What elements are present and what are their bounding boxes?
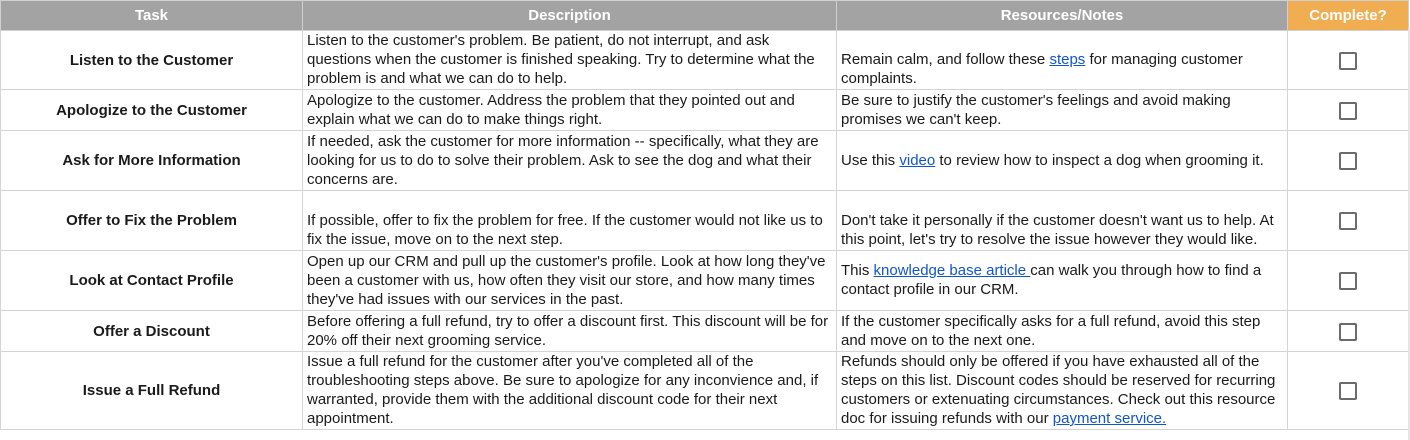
notes-cell[interactable]: [837, 31, 1288, 90]
description-cell[interactable]: [303, 251, 837, 311]
description-cell[interactable]: [303, 311, 837, 352]
task-cell[interactable]: Issue a Full Refund: [1, 352, 303, 430]
header-resources[interactable]: Resources/Notes: [837, 1, 1288, 31]
payment-service-link[interactable]: payment service.: [1052, 410, 1167, 427]
steps-link[interactable]: steps: [1049, 51, 1086, 68]
notes-cell[interactable]: [837, 131, 1288, 191]
task-cell[interactable]: Apologize to the Customer: [1, 90, 303, 131]
description-text: Before offering a full refund, try to offer a discount first. This discount will be for 20% off their next grooming service.: [307, 313, 829, 349]
header-task[interactable]: Task: [1, 1, 303, 31]
complete-cell[interactable]: [1288, 311, 1409, 352]
task-cell[interactable]: Offer to Fix the Problem: [1, 191, 303, 251]
complete-checkbox[interactable]: [1339, 323, 1357, 341]
complete-checkbox[interactable]: [1339, 52, 1357, 70]
complete-checkbox[interactable]: [1339, 382, 1357, 400]
table-row: [1, 131, 1409, 191]
complete-cell[interactable]: [1288, 191, 1409, 251]
description-cell[interactable]: [303, 352, 837, 430]
complete-cell[interactable]: [1288, 352, 1409, 430]
complete-cell[interactable]: [1288, 31, 1409, 90]
notes-text: Be sure to justify the customer's feelings and avoid making promises we can't keep.: [841, 92, 1231, 128]
description-cell[interactable]: [303, 191, 837, 251]
notes-text: If the customer specifically asks for a full refund, avoid this step and move on to the next one.: [841, 313, 1261, 349]
notes-cell[interactable]: [837, 311, 1288, 352]
description-cell[interactable]: [303, 31, 837, 90]
notes-text-after: to review how to inspect a dog when grooming it.: [935, 151, 1264, 169]
notes-text-after: can walk you through how to find a contact profile in our CRM.: [841, 262, 1262, 298]
description-text: Issue a full refund for the customer after you've completed all of the troubleshooting steps above. Be sure to apologize for any inconvience and, if warranted, provide them with the additional discount code for their next appointment.: [307, 353, 819, 427]
task-cell[interactable]: Listen to the Customer: [1, 31, 303, 90]
notes-cell[interactable]: [837, 352, 1288, 430]
notes-text: Don't take it personally if the customer doesn't want us to help. At this point, let's try to resolve the issue however they would like.: [841, 212, 1274, 248]
complete-checkbox[interactable]: [1339, 272, 1357, 290]
table-row: [1, 352, 1409, 430]
description-text: Open up our CRM and pull up the customer's profile. Look at how long they've been a customer with us, how often they visit our store, and how many times they've had issues with our services in the past.: [307, 253, 826, 308]
table-row: [1, 31, 1409, 90]
complete-cell[interactable]: [1288, 90, 1409, 131]
notes-cell[interactable]: [837, 90, 1288, 131]
notes-cell[interactable]: [837, 191, 1288, 251]
description-cell[interactable]: [303, 131, 837, 191]
description-text: If needed, ask the customer for more information -- specifically, what they are looking for us to do to solve their problem. Ask to see the dog and what their concerns are.: [307, 133, 819, 188]
complete-checkbox[interactable]: [1339, 212, 1357, 230]
complete-cell[interactable]: [1288, 251, 1409, 311]
description-cell[interactable]: [303, 90, 837, 131]
notes-cell[interactable]: [837, 251, 1288, 311]
header-complete[interactable]: Complete?: [1288, 1, 1409, 31]
task-cell[interactable]: Offer a Discount: [1, 311, 303, 352]
task-cell[interactable]: Look at Contact Profile: [1, 251, 303, 311]
notes-text: Remain calm, and follow these: [841, 51, 1050, 68]
table-row: [1, 251, 1409, 311]
table-row: [1, 90, 1409, 131]
description-text: If possible, offer to fix the problem for free. If the customer would not like us to fix the issue, move on to the next step.: [307, 212, 823, 248]
knowledge-base-link[interactable]: knowledge base article: [873, 262, 1031, 279]
header-row: [1, 1, 1409, 31]
notes-text: Refunds should only be offered if you have exhausted all of the steps on this list. Discount codes should be reserved for recurring customers or extenuating circumstances. Check out this resource doc for issuing refunds with our: [841, 353, 1276, 427]
notes-text-after: for managing customer complaints.: [841, 51, 1243, 87]
table-row: [1, 311, 1409, 352]
complete-checkbox[interactable]: [1339, 102, 1357, 120]
notes-text: Use this: [841, 151, 900, 169]
description-text: Listen to the customer's problem. Be patient, do not interrupt, and ask questions when the customer is finished speaking. Try to determine what the problem is and what we can do to help.: [307, 32, 815, 87]
video-link[interactable]: video: [899, 151, 936, 169]
complete-cell[interactable]: [1288, 131, 1409, 191]
description-text: Apologize to the customer. Address the problem that they pointed out and explain what we can do to make things right.: [307, 92, 795, 128]
table-row: [1, 191, 1409, 251]
notes-text: This: [841, 262, 874, 279]
task-cell[interactable]: Ask for More Information: [1, 131, 303, 191]
header-description[interactable]: Description: [303, 1, 837, 31]
complete-checkbox[interactable]: [1339, 152, 1357, 170]
